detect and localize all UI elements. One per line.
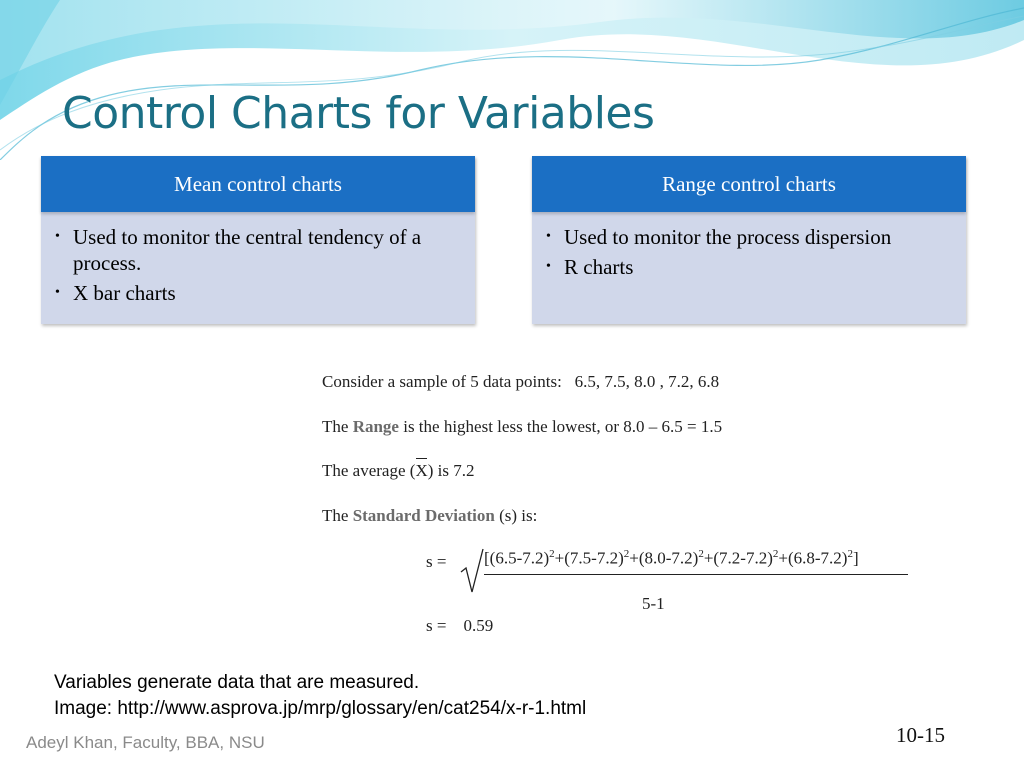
sample-data-line: Consider a sample of 5 data points: 6.5, 7.5, 8.0 , 7.2, 6.8 [322,372,720,391]
fraction-line [484,574,908,575]
list-item [55,224,461,276]
card-header: Range control charts [532,156,966,212]
mean-control-charts-card [41,156,475,324]
std-dev-line: The Standard Deviation (s) is: [322,506,538,525]
footer-author: Adeyl Khan, Faculty, BBA, NSU [26,733,265,752]
bullet-text: Used to monitor the central tendency of a process. [73,225,422,275]
list-item [546,254,952,280]
slide-number: 10-15 [896,723,945,747]
std-dev-term: Standard Deviation [352,506,495,525]
formula-numerator: $[(6.5-7.2)^2+(7.5-7.2)^2+(8.0-7.2)^2+(7.2-7.2)^2+(6.8-7.2)^2]$ [484,548,859,568]
worked-example-image [322,372,922,642]
list-item [546,224,952,250]
bullet-text: R charts [564,255,634,279]
range-term: Range [352,417,399,436]
x-bar-symbol: X [415,461,428,480]
image-source-line: Image: http://www.asprova.jp/mrp/glossary/en/cat254/x-r-1.html [54,698,587,719]
bullet-icon: • [546,259,551,274]
square-root-icon [460,548,484,594]
slide-title: Control Charts for Variables [62,88,655,139]
bullet-text: Used to monitor the process dispersion [564,225,892,249]
card-bullet-list [532,212,966,280]
slide-notes [54,670,586,722]
card-bullet-list [41,212,475,306]
range-line: The Range is the highest less the lowest, or 8.0 – 6.5 = 1.5 [322,417,723,436]
formula-denominator: 5-1 [642,594,665,613]
bullet-icon: • [546,229,551,244]
bullet-icon: • [55,285,60,300]
bullet-icon: • [55,229,60,244]
bullet-text: X bar charts [73,281,176,305]
list-item [55,280,461,306]
formula-label: s = [426,552,447,571]
note-line: Variables generate data that are measured. [54,672,420,693]
card-header: Mean control charts [41,156,475,212]
range-control-charts-card [532,156,966,324]
average-line: The average (X) is 7.2 [322,461,475,480]
formula-result: s = 0.59 [426,616,494,635]
